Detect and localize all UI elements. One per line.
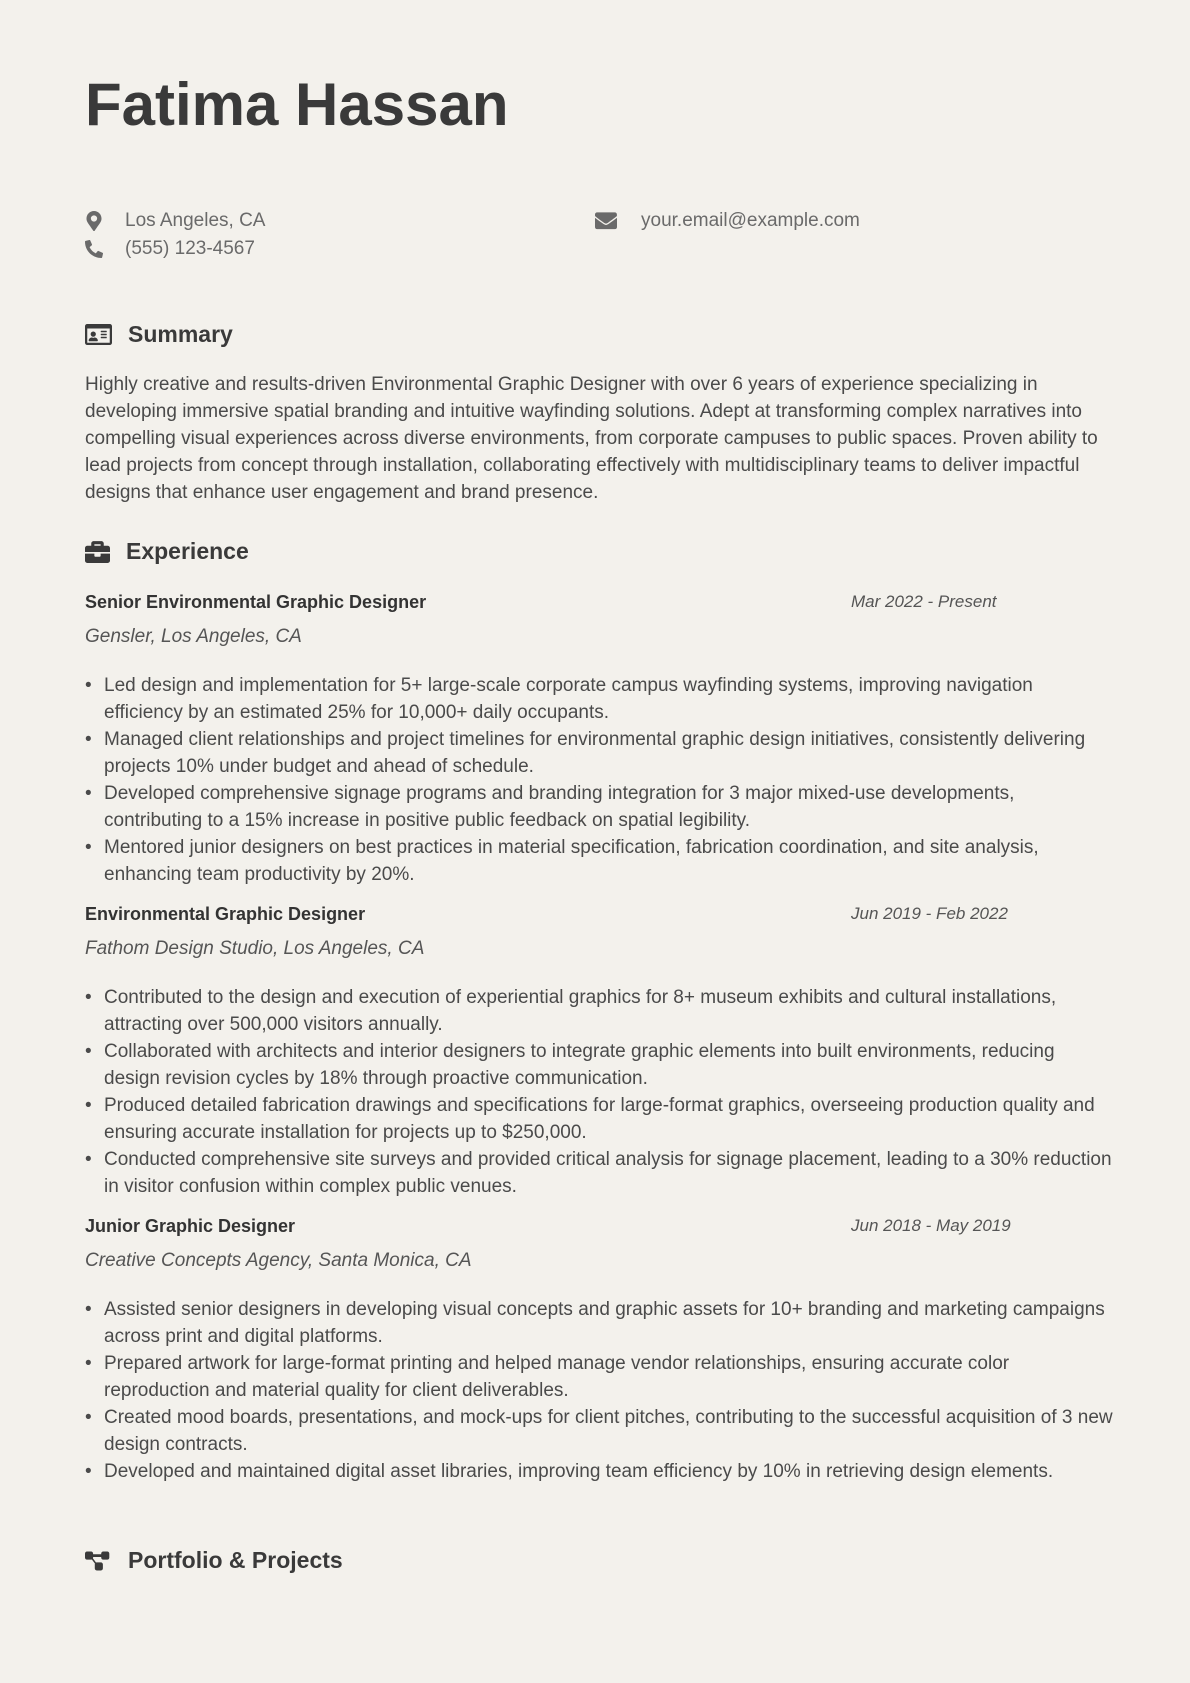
- job-company: Gensler, Los Angeles, CA: [85, 626, 302, 647]
- experience-title: Experience: [126, 538, 249, 564]
- job-company: Creative Concepts Agency, Santa Monica, CA: [85, 1250, 472, 1271]
- list-item: • Prepared artwork for large-format printing and helped manage vendor relationships, ensuring accurate color reproduction and material quality for client deliverables.: [85, 1350, 1115, 1404]
- job-date: Jun 2018 - May 2019: [851, 1216, 1011, 1235]
- list-item: • Produced detailed fabrication drawings and specifications for large-format graphics, overseeing production quality and ensuring accurate installation for projects up to $250,000.: [85, 1092, 1115, 1146]
- job-entry: [85, 592, 1115, 892]
- list-item: • Developed comprehensive signage programs and branding integration for 3 major mixed-use developments, contributing to a 15% increase in positive public feedback on spatial legibility.: [85, 780, 1115, 834]
- portfolio-heading: [85, 1547, 343, 1574]
- list-item: • Contributed to the design and execution of experiential graphics for 8+ museum exhibits and cultural installations, attracting over 500,000 visitors annually.: [85, 984, 1115, 1038]
- job-title: Environmental Graphic Designer: [85, 904, 366, 924]
- list-item: • Led design and implementation for 5+ large-scale corporate campus wayfinding systems, improving navigation efficiency by an estimated 25% for 10,000+ daily occupants.: [85, 672, 1115, 726]
- list-item: • Conducted comprehensive site surveys and provided critical analysis for signage placement, leading to a 30% reduction in visitor confusion within complex public venues.: [85, 1146, 1115, 1200]
- summary-text: Highly creative and results-driven Environmental Graphic Designer with over 6 years of experience specializing in developing immersive spatial branding and intuitive wayfinding solutions. Adept at transforming complex narratives into compelling visual experiences across diverse environments, from corporate campuses to public spaces. Proven ability to lead projects from concept through installation, collaborating effectively with multidisciplinary teams to deliver impactful designs that enhance user engagement and brand presence.: [85, 374, 1098, 503]
- experience-heading: [85, 538, 249, 565]
- list-item: • Mentored junior designers on best practices in material specification, fabrication coordination, and site analysis, enhancing team productivity by 20%.: [85, 834, 1115, 888]
- map-marker-icon: [85, 211, 103, 231]
- id-card-icon: [85, 324, 112, 345]
- job-bullets: [85, 984, 1115, 1200]
- envelope-icon: [595, 212, 617, 230]
- job-entry: [85, 1216, 1115, 1516]
- list-item: • Created mood boards, presentations, and mock-ups for client pitches, contributing to the successful acquisition of 3 new design contracts.: [85, 1404, 1115, 1458]
- job-date: Jun 2019 - Feb 2022: [851, 904, 1008, 923]
- phone-text: (555) 123-4567: [125, 238, 255, 259]
- job-date: Mar 2022 - Present: [851, 592, 997, 611]
- email-link[interactable]: your.email@example.com: [641, 210, 860, 231]
- job-title: Senior Environmental Graphic Designer: [85, 592, 427, 612]
- list-item: • Assisted senior designers in developing visual concepts and graphic assets for 10+ branding and marketing campaigns across print and digital platforms.: [85, 1296, 1115, 1350]
- job-company: Fathom Design Studio, Los Angeles, CA: [85, 938, 425, 959]
- list-item: • Managed client relationships and project timelines for environmental graphic design initiatives, consistently delivering projects 10% under budget and ahead of schedule.: [85, 726, 1115, 780]
- list-item: • Developed and maintained digital asset libraries, improving team efficiency by 10% in retrieving design elements.: [85, 1458, 1115, 1485]
- job-entry: [85, 904, 1115, 1204]
- sitemap-icon: [85, 1550, 112, 1572]
- candidate-name: Fatima Hassan: [85, 71, 509, 138]
- briefcase-icon: [85, 541, 110, 563]
- summary-heading: [85, 321, 233, 348]
- contact-email[interactable]: [595, 210, 860, 232]
- contact-info: [85, 210, 1105, 270]
- portfolio-title: Portfolio & Projects: [128, 1547, 343, 1573]
- location-text: Los Angeles, CA: [125, 210, 266, 231]
- phone-icon: [85, 239, 103, 259]
- job-title: Junior Graphic Designer: [85, 1216, 296, 1236]
- contact-location: [85, 210, 265, 232]
- job-bullets: [85, 672, 1115, 888]
- list-item: • Collaborated with architects and interior designers to integrate graphic elements into built environments, reducing design revision cycles by 18% through proactive communication.: [85, 1038, 1115, 1092]
- contact-phone: [85, 238, 255, 260]
- job-bullets: [85, 1296, 1115, 1485]
- summary-title: Summary: [128, 321, 233, 347]
